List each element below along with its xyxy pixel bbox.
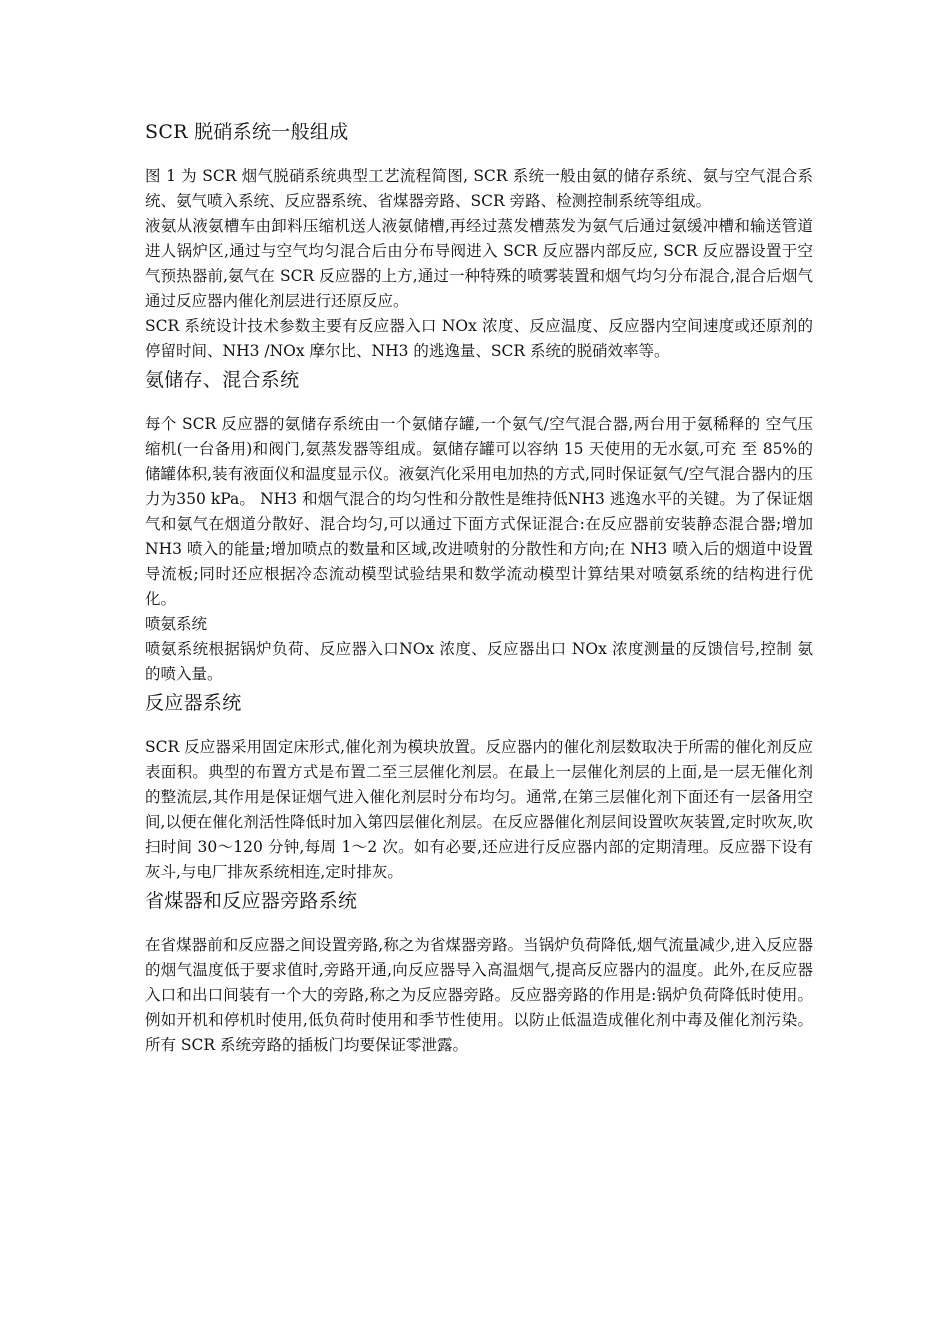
paragraph: 图 1 为 SCR 烟气脱硝系统典型工艺流程简图, SCR 系统一般由氨的储存系统、氨与空气混合系统、氨气喷入系统、反应器系统、省煤器旁路、SCR 旁路、检测控制系统等组成。 [145,167,813,210]
section-heading-reactor-system: 反应器系统 [145,692,242,714]
paragraph: 每个 SCR 反应器的氨储存系统由一个氨储存罐,一个氨气/空气混合器,两台用于氨稀释的 空气压缩机(一台备用)和阀门,氨蒸发器等组成。氨储存罐可以容纳 15 天使用的无水氨,可充 至 85%的储罐体积,装有液面仪和温度显示仪。液氨汽化采用电加热的方式,同时保证氨气/空气混合器内的压力为350 kPa。 NH3 和烟气混合的均匀性和分散性是维持低NH3 逃逸水平的关键。为了保证烟气和氨气在烟道分散好、混合均匀,可以通过下面方式保证混合:在反应器前安装静态混合器;增加 NH3 喷入的能量;增加喷点的数量和区域,改进喷射的分散性和方向;在 NH3 喷入后的烟道中设置导流板;同时还应根据冷态流动模型试验结果和数学流动模型计算结果对喷氨系统的结构进行优化。 [145,415,813,608]
paragraph: SCR 系统设计技术参数主要有反应器入口 NOx 浓度、反应温度、反应器内空间速度或还原剂的停留时间、NH3 /NOx 摩尔比、NH3 的逃逸量、SCR 系统的脱硝效率等。 [145,317,813,360]
paragraph: 喷氨系统根据锅炉负荷、反应器入口NOx 浓度、反应器出口 NOx 浓度测量的反馈信号,控制 氨的喷入量。 [145,640,813,683]
paragraph: 液氨从液氨槽车由卸料压缩机送人液氨储槽,再经过蒸发槽蒸发为氨气后通过氨缓冲槽和输送管道进人锅炉区,通过与空气均匀混合后由分布导阀进入 SCR 反应器内部反应, SCR 反应器设置于空气预热器前,氨气在 SCR 反应器的上方,通过一种特殊的喷雾装置和烟气均匀分布混合,混合后烟气通过反应器内催化剂层进行还原反应。 [145,217,813,310]
document-page [145,118,813,1058]
paragraph: 在省煤器前和反应器之间设置旁路,称之为省煤器旁路。当锅炉负荷降低,烟气流量减少,进入反应器的烟气温度低于要求值时,旁路开通,向反应器导入高温烟气,提高反应器内的温度。此外,在反应器入口和出口间装有一个大的旁路,称之为反应器旁路。反应器旁路的作用是:锅炉负荷降低时使用。例如开机和停机时使用,低负荷时使用和季节性使用。以防止低温造成催化剂中毒及催化剂污染。所有 SCR 系统旁路的插板门均要保证零泄露。 [145,936,813,1054]
section-heading-scr-overview: SCR 脱硝系统一般组成 [145,121,349,143]
subheading-ammonia-injection: 喷氨系统 [145,615,208,633]
section-heading-ammonia-storage: 氨储存、混合系统 [145,369,300,391]
section-heading-bypass-system: 省煤器和反应器旁路系统 [145,890,358,912]
paragraph: SCR 反应器采用固定床形式,催化剂为模块放置。反应器内的催化剂层数取决于所需的催化剂反应表面积。典型的布置方式是布置二至三层催化剂层。在最上一层催化剂层的上面,是一层无催化剂的整流层,其作用是保证烟气进入催化剂层时分布均匀。通常,在第三层催化剂下面还有一层备用空间,以便在催化剂活性降低时加入第四层催化剂层。在反应器催化剂层间设置吹灰装置,定时吹灰,吹扫时间 30～120 分钟,每周 1～2 次。如有必要,还应进行反应器内部的定期清理。反应器下设有灰斗,与电厂排灰系统相连,定时排灰。 [145,738,813,881]
